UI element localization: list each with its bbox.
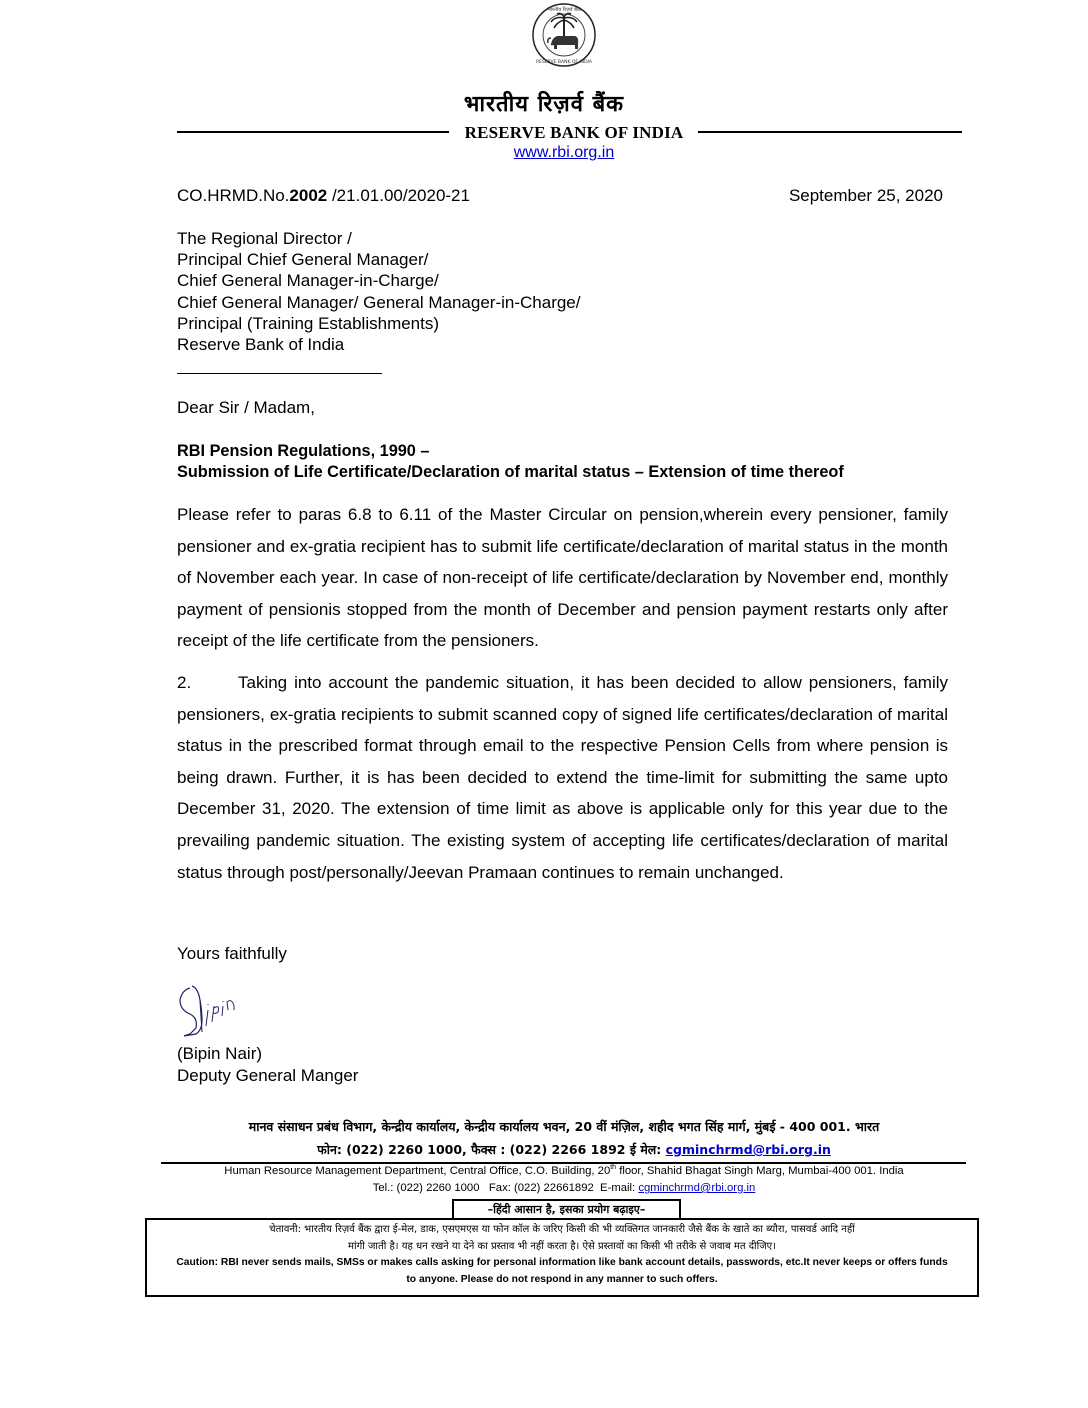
salutation: Dear Sir / Madam, [177,398,315,417]
bank-name: RESERVE BANK OF INDIA [464,123,684,142]
bank-name-hindi: भारतीय रिज़र्व बैंक [463,92,625,117]
footer-email-link-english[interactable]: cgminchrmd@rbi.org.in [638,1182,756,1194]
addressee-divider [177,373,382,374]
subject [177,441,844,483]
reference-number [177,186,470,206]
caution-notice-box [145,1218,979,1297]
addressee-line: Reserve Bank of India [177,335,345,355]
header-rule-right [698,131,962,133]
addressee-line: Chief General Manager-in-Charge/ [177,271,439,291]
letter-date: September 25, 2020 [788,186,943,205]
body-paragraph-2 [177,667,948,888]
footer-english-address [0,1164,1088,1177]
reference-prefix: CO.HRMD.No. [177,186,290,205]
valediction: Yours faithfully [177,944,287,963]
subject-line-1: RBI Pension Regulations, 1990 – [177,442,430,460]
header-rule-left [177,131,449,133]
reference-number-value: 2002 [289,186,328,205]
signature-icon [176,980,256,1040]
footer-email-link[interactable]: cgminchrmd@rbi.org.in [665,1142,831,1157]
addressee-line: The Regional Director / [177,229,352,248]
footer-hindi-contact-text: फोन: (022) 2260 1000, फैक्स : (022) 2266 1892 ई मेल: [317,1142,666,1157]
hindi-slogan-box: –हिंदी आसान है, इसका प्रयोग बढ़ाइए– [452,1199,681,1218]
addressee-line: Principal (Training Establishments) [177,313,440,333]
addressee-line: Chief General Manager/ General Manager-in-Charge/ [177,292,581,312]
rbi-seal-icon [531,2,597,68]
footer-hindi-address: मानव संसाधन प्रबंध विभाग, केन्द्रीय कार्यालय, केन्द्रीय कार्यालय भवन, 20 वीं मंज़िल, शहीद भगत सिंह मार्ग, मुंबई - 400 001. भारत [248,1119,880,1134]
addressee-line: Principal Chief General Manager/ [177,250,429,270]
signer-title: Deputy General Manger [177,1066,359,1085]
addressee-block [177,228,580,355]
caution-hindi-line-1: चेतावनी: भारतीय रिज़र्व बैंक द्वारा ई-मेल, डाक, एसएमएस या फोन कॉल के जरिए किसी की भी व्यक्तिगत जानकारी जैसे बैंक के खाते का ब्यौरा, पासवर्ड आदि नहीं [269,1224,855,1235]
paragraph-number: 2. [177,673,192,692]
caution-english-line-2: to anyone. Please do not respond in any manner to such offers. [406,1273,718,1285]
signer-block [177,1043,358,1087]
footer-hindi-contact [0,1141,1088,1158]
caution-hindi-line-2: मांगी जाती है। यह धन रखने या देने का प्रस्ताव भी नहीं करता है। ऐसे प्रस्तावों का किसी भी तरीके से जवाब मत दीजिए। [348,1240,776,1252]
svg-text:भारतीय रिज़र्व बैंक: भारतीय रिज़र्व बैंक [547,7,581,13]
footer-address-sup: th [610,1164,617,1171]
footer-english-contact [0,1182,1088,1194]
signer-name: (Bipin Nair) [177,1044,263,1063]
footer-address-text: Human Resource Management Department, Central Office, C.O. Building, 20 [224,1164,611,1177]
footer-address-text-2: floor, Shahid Bhagat Singh Marg, Mumbai-400 001. India [616,1164,904,1177]
body-paragraph-1: Please refer to paras 6.8 to 6.11 of the Master Circular on pension,wherein every pensioner, family pensioner and ex-gratia recipient has to submit life certificate/declaration of marital status in the month of November each year. In case of non-receipt of life certificate/declaration by November end, monthly payment of pensionis stopped from the month of December and pension payment restarts only after receipt of the life certificate from the pensioners. [177,505,948,651]
paragraph-text: Taking into account the pandemic situation, it has been decided to allow pensioners, family pensioners, ex-gratia recipients to submit scanned copy of signed life certificates/declaration of marital status in the prescribed format through email to the respective Pension Cells from where pension is being drawn. Further, it is has been decided to extend the time-limit for submitting the same upto December 31, 2020. The extension of time limit as above is applicable only for this year due to the prevailing pandemic situation. The existing system of accepting life certificates/declaration of marital status through post/personally/Jeevan Pramaan continues to remain unchanged. [177,673,948,882]
footer-contact-text: Tel.: (022) 2260 1000 Fax: (022) 22661892 E-mail: [372,1182,639,1194]
website-link[interactable]: www.rbi.org.in [513,144,615,161]
svg-text:RESERVE BANK OF INDIA: RESERVE BANK OF INDIA [536,60,592,65]
subject-line-2: Submission of Life Certificate/Declaration of marital status – Extension of time thereof [177,463,844,481]
caution-english-line-1: Caution: RBI never sends mails, SMSs or makes calls asking for personal information like bank account details, passwords, etc.It never keeps or offers funds [176,1257,948,1268]
reference-suffix: /21.01.00/2020-21 [327,186,470,205]
